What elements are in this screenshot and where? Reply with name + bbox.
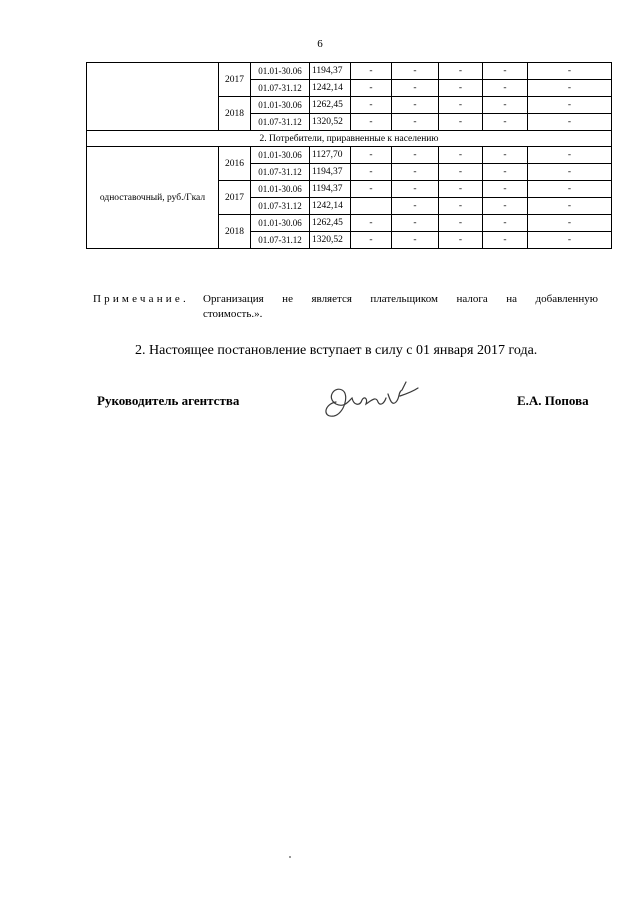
tariff-value: 1127,70 — [310, 147, 351, 164]
scan-speck — [289, 856, 291, 858]
dash-cell: - — [439, 198, 483, 215]
page-number: 6 — [317, 38, 323, 50]
tariff-value: 1320,52 — [310, 232, 351, 249]
period-cell: 01.07-31.12 — [251, 232, 310, 249]
period-cell: 01.01-30.06 — [251, 181, 310, 198]
dash-cell: - — [351, 215, 392, 232]
period-cell: 01.01-30.06 — [251, 215, 310, 232]
dash-cell: - — [392, 232, 439, 249]
period-cell: 01.01-30.06 — [251, 97, 310, 114]
dash-cell: - — [483, 215, 528, 232]
dash-cell: - — [528, 198, 612, 215]
dash-cell: - — [528, 147, 612, 164]
year-cell: 2017 — [219, 63, 251, 97]
period-cell: 01.01-30.06 — [251, 63, 310, 80]
tariff-value: 1320,52 — [310, 114, 351, 131]
note-text: Организация не является плательщиком налога на добавленную — [203, 293, 598, 305]
section-row — [87, 131, 612, 147]
dash-cell: - — [439, 97, 483, 114]
dash-cell: - — [351, 80, 392, 97]
period-cell: 01.07-31.12 — [251, 80, 310, 97]
dash-cell: - — [392, 198, 439, 215]
note-title: Примечание. — [93, 293, 189, 305]
note-text-continued: стоимость.». — [203, 308, 263, 320]
dash-cell: - — [351, 97, 392, 114]
dash-cell: - — [392, 215, 439, 232]
dash-cell: - — [439, 80, 483, 97]
dash-cell — [351, 198, 392, 215]
tariff-value: 1194,37 — [310, 164, 351, 181]
dash-cell: - — [351, 147, 392, 164]
period-cell: 01.07-31.12 — [251, 164, 310, 181]
dash-cell: - — [392, 114, 439, 131]
dash-cell: - — [392, 181, 439, 198]
dash-cell: - — [528, 164, 612, 181]
table-row — [87, 63, 612, 80]
dash-cell: - — [483, 80, 528, 97]
dash-cell: - — [351, 114, 392, 131]
dash-cell: - — [528, 97, 612, 114]
dash-cell: - — [351, 63, 392, 80]
tariff-table — [86, 62, 612, 249]
dash-cell: - — [528, 63, 612, 80]
dash-cell: - — [439, 63, 483, 80]
handwritten-signature — [316, 372, 426, 422]
year-cell: 2018 — [219, 97, 251, 131]
dash-cell: - — [439, 232, 483, 249]
tariff-value: 1194,37 — [310, 63, 351, 80]
dash-cell: - — [392, 63, 439, 80]
dash-cell: - — [483, 164, 528, 181]
signatory-name: Е.А. Попова — [517, 393, 589, 408]
dash-cell: - — [483, 181, 528, 198]
year-cell: 2018 — [219, 215, 251, 249]
period-cell: 01.07-31.12 — [251, 198, 310, 215]
dash-cell: - — [483, 97, 528, 114]
dash-cell: - — [483, 147, 528, 164]
dash-cell: - — [528, 215, 612, 232]
dash-cell: - — [483, 198, 528, 215]
tariff-value: 1194,37 — [310, 181, 351, 198]
dash-cell: - — [439, 147, 483, 164]
tariff-value: 1262,45 — [310, 215, 351, 232]
dash-cell: - — [392, 97, 439, 114]
tariff-value: 1262,45 — [310, 97, 351, 114]
period-cell: 01.01-30.06 — [251, 147, 310, 164]
dash-cell: - — [439, 181, 483, 198]
dash-cell: - — [392, 80, 439, 97]
dash-cell: - — [439, 114, 483, 131]
table-row — [87, 147, 612, 164]
signatory-position: Руководитель агентства — [97, 393, 240, 408]
section-heading: 2. Потребители, приравненные к населению — [87, 131, 612, 147]
year-cell: 2017 — [219, 181, 251, 215]
dash-cell: - — [439, 215, 483, 232]
dash-cell: - — [351, 181, 392, 198]
dash-cell: - — [392, 164, 439, 181]
period-cell: 01.07-31.12 — [251, 114, 310, 131]
dash-cell: - — [528, 80, 612, 97]
dash-cell: - — [392, 147, 439, 164]
dash-cell: - — [528, 114, 612, 131]
dash-cell: - — [439, 164, 483, 181]
row-label: одноставочный, руб./Гкал — [87, 147, 219, 249]
dash-cell: - — [351, 232, 392, 249]
dash-cell: - — [483, 114, 528, 131]
tariff-value: 1242,14 — [310, 80, 351, 97]
dash-cell: - — [528, 232, 612, 249]
effective-date-clause: 2. Настоящее постановление вступает в силу с 01 января 2017 года. — [135, 343, 538, 358]
tariff-value: 1242,14 — [310, 198, 351, 215]
row-label — [87, 63, 219, 131]
year-cell: 2016 — [219, 147, 251, 181]
dash-cell: - — [483, 232, 528, 249]
dash-cell: - — [351, 164, 392, 181]
dash-cell: - — [483, 63, 528, 80]
dash-cell: - — [528, 181, 612, 198]
